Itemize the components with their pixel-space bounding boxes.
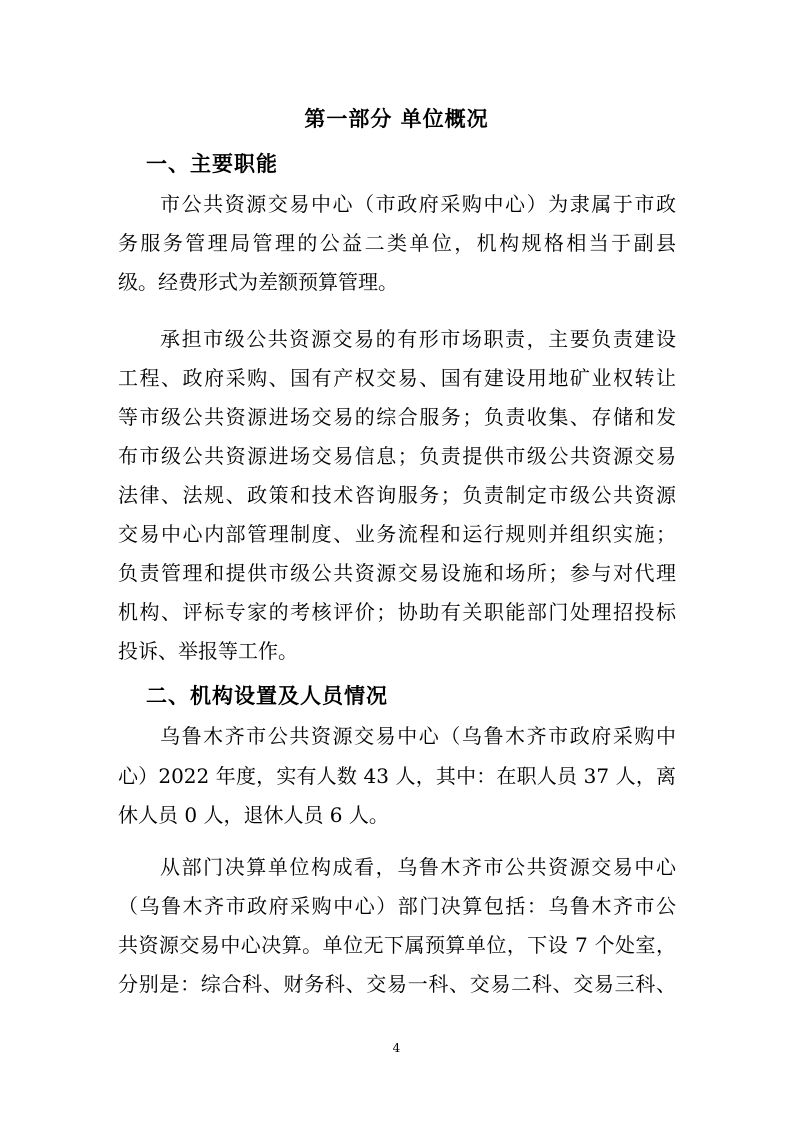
paragraph-line: 负责管理和提供市级公共资源交易设施和场所；参与对代理 [118, 561, 676, 585]
paragraph-line: 分别是：综合科、财务科、交易一科、交易二科、交易三科、 [118, 972, 676, 996]
paragraph-line: 乌鲁木齐市公共资源交易中心（乌鲁木齐市政府采购中 [160, 724, 676, 748]
paragraph-line: 共资源交易中心决算。单位无下属预算单位，下设 7 个处室， [118, 933, 676, 957]
paragraph-line: 市公共资源交易中心（市政府采购中心）为隶属于市政 [160, 192, 676, 216]
paragraph-line: 务服务管理局管理的公益二类单位，机构规格相当于副县 [118, 231, 676, 255]
paragraph-line: 级。经费形式为差额预算管理。 [118, 270, 398, 294]
paragraph-line: （乌鲁木齐市政府采购中心）部门决算包括：乌鲁木齐市公 [118, 894, 676, 918]
paragraph-line: 心）2022 年度，实有人数 43 人，其中：在职人员 37 人，离 [118, 764, 676, 788]
paragraph-line: 承担市级公共资源交易的有形市场职责，主要负责建设 [160, 327, 676, 351]
section-heading-main-functions: 一、主要职能 [146, 152, 278, 176]
paragraph-line: 休人员 0 人，退休人员 6 人。 [118, 803, 389, 827]
paragraph-line: 工程、政府采购、国有产权交易、国有建设用地矿业权转让 [118, 366, 676, 390]
page-title: 第一部分 单位概况 [304, 107, 489, 131]
paragraph-line: 从部门决算单位构成看，乌鲁木齐市公共资源交易中心 [160, 855, 676, 879]
section-heading-organization-staff: 二、机构设置及人员情况 [146, 684, 388, 708]
paragraph-line: 投诉、举报等工作。 [118, 639, 298, 663]
paragraph-line: 机构、评标专家的考核评价；协助有关职能部门处理招投标 [118, 600, 676, 624]
page-number: 4 [392, 1041, 401, 1055]
paragraph-line: 法律、法规、政策和技术咨询服务；负责制定市级公共资源 [118, 483, 676, 507]
paragraph-line: 交易中心内部管理制度、业务流程和运行规则并组织实施； [118, 522, 676, 546]
paragraph-line: 布市级公共资源进场交易信息；负责提供市级公共资源交易 [118, 444, 676, 468]
paragraph-line: 等市级公共资源进场交易的综合服务；负责收集、存储和发 [118, 405, 676, 429]
